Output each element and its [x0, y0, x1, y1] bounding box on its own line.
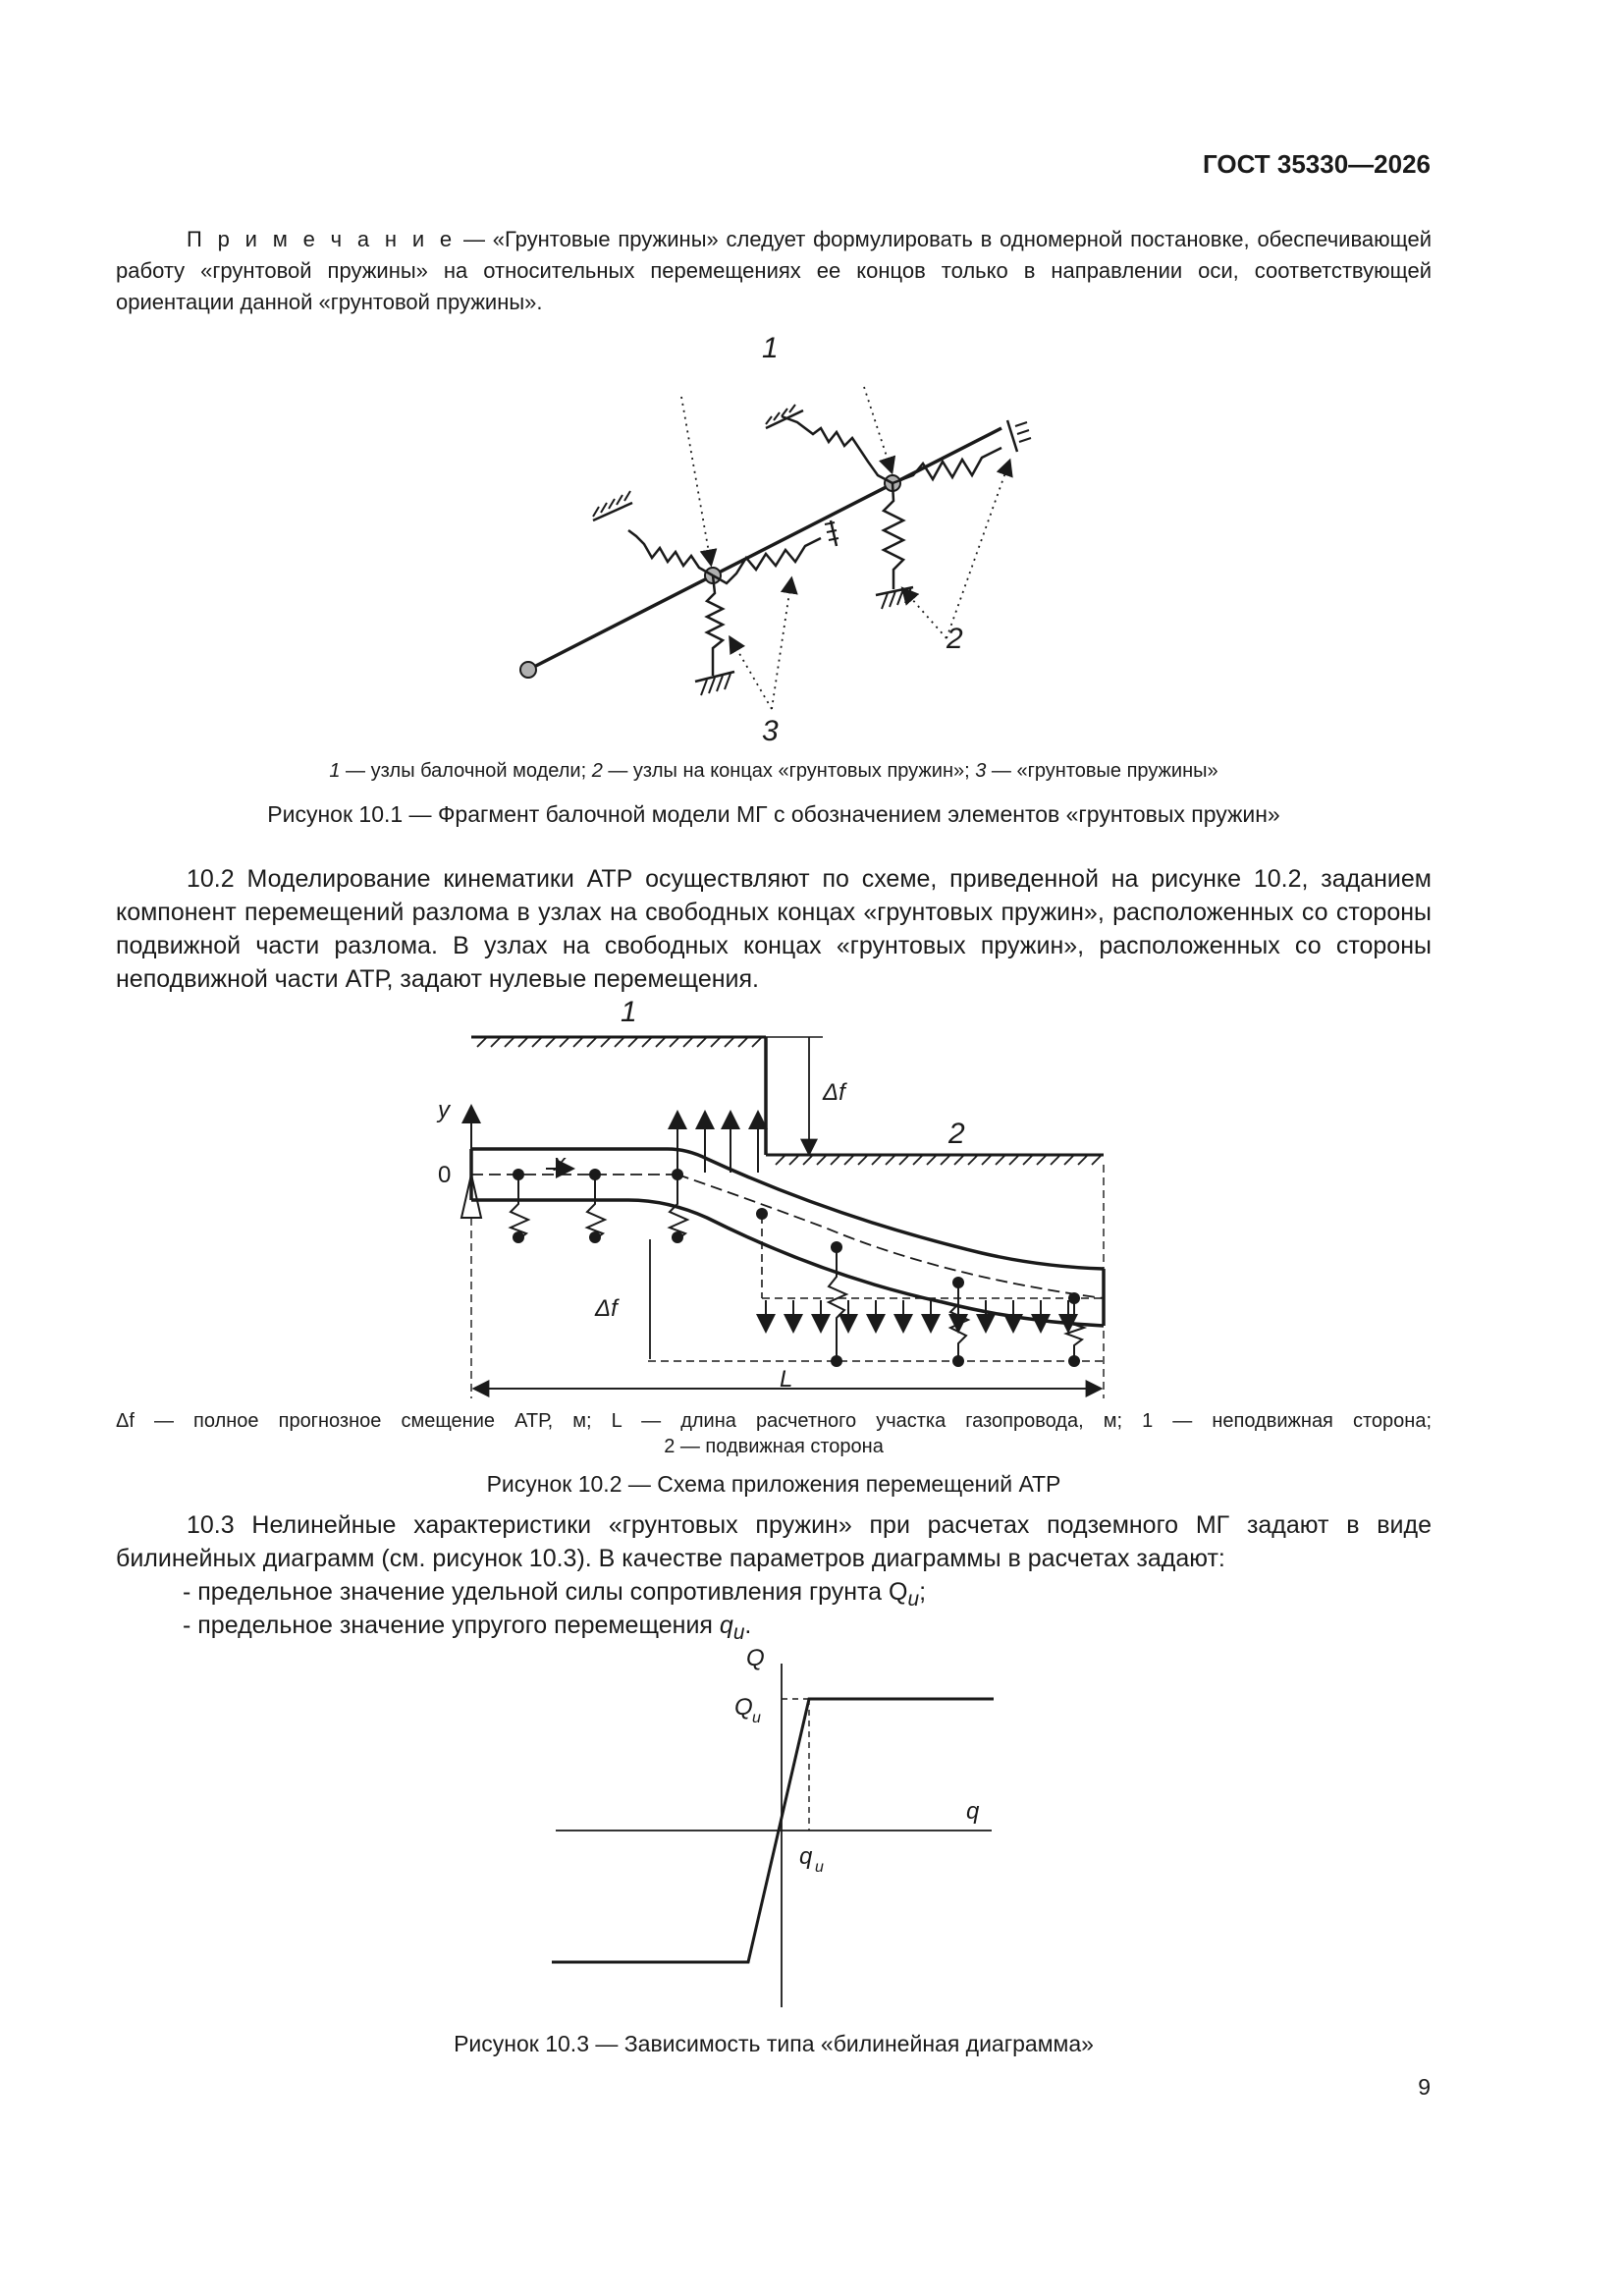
fig1-label-2: 2 — [947, 623, 963, 655]
fixed-springs — [511, 1169, 687, 1243]
fig3-label-qu: q — [799, 1843, 813, 1870]
ground-support — [876, 587, 913, 609]
fig3-label-Q: Q — [746, 1645, 765, 1671]
fig3-label-Qu: Q — [734, 1694, 753, 1721]
note-paragraph — [116, 224, 1432, 318]
beam-model — [520, 387, 1031, 709]
fig1-label-1: 1 — [762, 332, 779, 364]
beam-node-1 — [705, 568, 721, 583]
fixed-ground — [471, 1037, 766, 1155]
ground-support — [766, 405, 803, 428]
fig1-label-3: 3 — [762, 715, 779, 747]
fig2-label-df-left: Δf — [595, 1295, 618, 1322]
note-label: П р и м е ч а н и е — [187, 227, 457, 251]
fig2-label-L: L — [780, 1366, 793, 1393]
figure-10-1-legend: 1 — узлы балочной модели; 2 — узлы на концах «грунтовых пружин»; 3 — «грунтовые пружины» — [329, 760, 1218, 782]
ground-support — [695, 672, 734, 695]
figure-10-2-caption: Рисунок 10.2 — Схема приложения перемещений АТР — [486, 1471, 1061, 1497]
fig2-label-y: y — [438, 1097, 450, 1123]
paragraph-10-3: 10.3 Нелинейные характеристики «грунтовых пружин» при расчетах подземного МГ задают в виде билинейных диаграмм (см. рисунок 10.3). В качестве параметров диаграммы в расчетах задают: — [116, 1511, 1432, 1572]
figure-10-2-legend-line1: Δf — полное прогнозное смещение АТР, м; L — длина расчетного участка газопровода, м; 1 — неподвижная сторона; — [116, 1410, 1432, 1432]
figure-10-2-legend-line2: 2 — подвижная сторона — [664, 1436, 884, 1457]
ground-support — [825, 520, 839, 546]
ground-support — [593, 491, 632, 520]
page-number: 9 — [1418, 2074, 1431, 2100]
fig3-label-q: q — [966, 1798, 980, 1825]
bullet-item: - предельное значение упругого перемещения $q_u$. — [183, 1612, 752, 1644]
fig2-label-df-top: Δf — [823, 1079, 845, 1106]
ground-support — [1007, 420, 1031, 452]
moving-ground — [766, 1155, 1104, 1165]
figure-10-1-caption: Рисунок 10.1 — Фрагмент балочной модели МГ с обозначением элементов «грунтовых пружин» — [267, 801, 1280, 827]
beam-node-2 — [885, 475, 900, 491]
document-id: ГОСТ 35330—2026 — [1203, 149, 1431, 179]
fig3-label-qu-sub: u — [815, 1859, 824, 1876]
fig2-label-2: 2 — [948, 1118, 965, 1150]
bilinear-curve — [552, 1699, 994, 1962]
fig3-label-Qu-sub: u — [752, 1710, 761, 1726]
note-text: — «Грунтовые пружины» следует формулировать в одномерной постановке, обеспечивающей работу «грунтовой пружины» на относительных перемещениях ее концов только в направлении оси, соответствующей ориентации данной «грунтовой пружины». — [116, 227, 1432, 314]
figure-10-3-caption: Рисунок 10.3 — Зависимость типа «билинейная диаграмма» — [454, 2031, 1094, 2056]
fig2-label-zero: 0 — [438, 1162, 452, 1188]
bullet-item: - предельное значение удельной силы сопротивления грунта $Q_u$; — [183, 1578, 927, 1611]
beam-node-left — [520, 662, 536, 678]
fig2-label-x: x — [554, 1150, 566, 1176]
paragraph-10-2: 10.2 Моделирование кинематики АТР осуществляют по схеме, приведенной на рисунке 10.2, заданием компонент перемещений разлома в узлах на свободных концах «грунтовых пружин», расположенных со стороны подвижной части разлома. В узлах на свободных концах «грунтовых пружин», расположенных со стороны неподвижной части АТР, задают нулевые перемещения. — [116, 865, 1432, 993]
fig2-label-1: 1 — [621, 996, 637, 1028]
moving-springs — [648, 1247, 1104, 1367]
